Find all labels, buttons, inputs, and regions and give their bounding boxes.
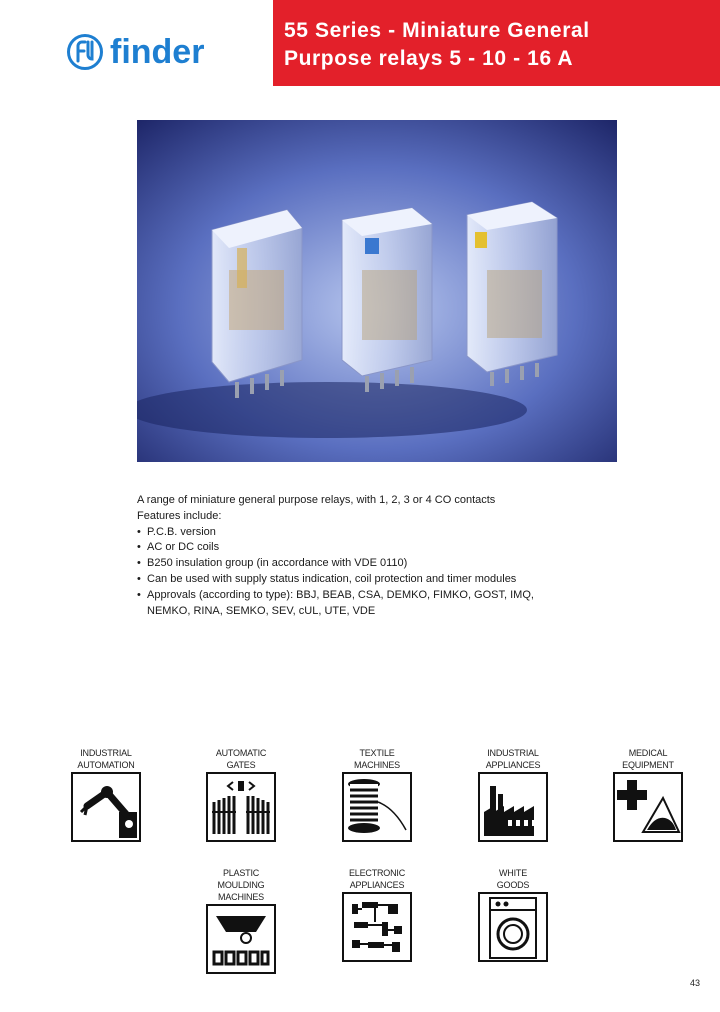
application-industrial-appliances: [468, 747, 558, 842]
application-label: INDUSTRIAL: [487, 748, 539, 758]
finder-logo: [66, 33, 204, 71]
feature-item: • B250 insulation group (in accordance with VDE 0110): [137, 556, 607, 572]
brand-wordmark: finder: [110, 33, 205, 71]
spool-icon: [342, 772, 412, 842]
application-label: MACHINES: [218, 892, 264, 902]
feature-item: • Can be used with supply status indication, coil protection and timer modules: [137, 572, 607, 588]
washing-machine-icon: [478, 892, 548, 962]
robot-arm-icon: [71, 772, 141, 842]
application-automatic-gates: [196, 747, 286, 842]
application-label: GOODS: [496, 880, 530, 890]
features-heading: Features include:: [137, 509, 222, 522]
application-label: INDUSTRIAL: [80, 748, 132, 758]
series-title-banner: [273, 0, 720, 86]
application-label: ELECTRONIC: [348, 868, 405, 878]
application-label: MOULDING: [217, 880, 265, 890]
application-label: EQUIPMENT: [622, 760, 674, 770]
page-number: 43: [689, 978, 700, 988]
application-plastic-moulding-machines: [196, 867, 286, 974]
application-electronic-appliances: [332, 867, 422, 962]
title-line-2: Purpose relays 5 - 10 - 16 A: [284, 47, 574, 70]
finder-logo-icon: [66, 33, 104, 71]
application-label: MEDICAL: [628, 748, 668, 758]
intro-lead: A range of miniature general purpose relays, with 1, 2, 3 or 4 CO contacts: [137, 494, 496, 506]
gate-icon: [206, 772, 276, 842]
application-white-goods: [468, 867, 558, 962]
circuit-board-icon: [342, 892, 412, 962]
product-photo: [137, 120, 617, 462]
application-label: WHITE: [499, 868, 527, 878]
title-line-1: 55 Series - Miniature General: [284, 19, 590, 42]
application-textile-machines: [332, 747, 422, 842]
factory-icon: [478, 772, 548, 842]
medical-icon: [613, 772, 683, 842]
application-label: APPLIANCES: [349, 880, 405, 890]
feature-item-continuation: NEMKO, RINA, SEMKO, SEV, cUL, UTE, VDE: [147, 604, 376, 617]
moulding-icon: [206, 904, 276, 974]
application-label: APPLIANCES: [485, 760, 541, 770]
feature-item: • AC or DC coils: [137, 540, 607, 556]
application-label: MACHINES: [354, 760, 400, 770]
features-list: [137, 525, 607, 604]
application-label: GATES: [226, 760, 256, 770]
application-medical-equipment: [603, 747, 693, 842]
feature-item: • Approvals (according to type): BBJ, BEAB, CSA, DEMKO, FIMKO, GOST, IMQ,: [137, 588, 607, 604]
application-label: PLASTIC: [222, 868, 260, 878]
application-label: TEXTILE: [359, 748, 395, 758]
feature-item: • P.C.B. version: [137, 525, 607, 541]
application-label: AUTOMATIC: [215, 748, 267, 758]
application-industrial-automation: [61, 747, 151, 842]
application-label: AUTOMATION: [77, 760, 135, 770]
intro-text: [137, 493, 607, 619]
